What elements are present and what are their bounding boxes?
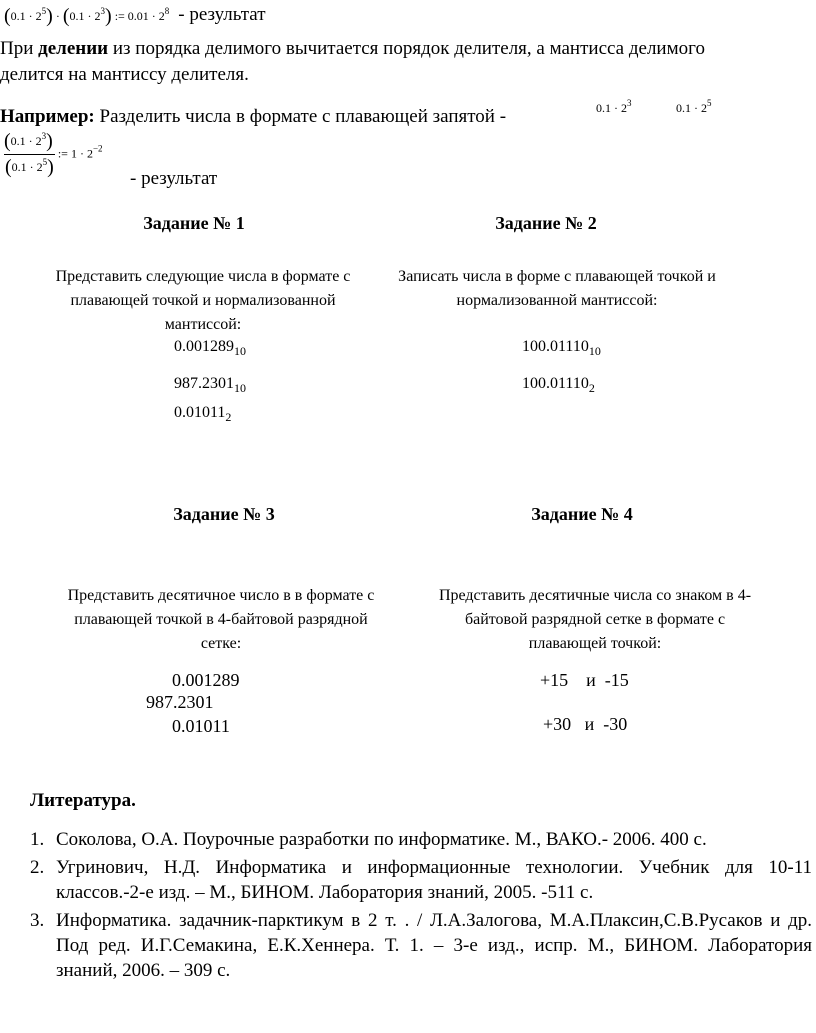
literature-item (30, 908, 812, 983)
result-label-2: - результат (130, 168, 218, 189)
division-keyword: делении (38, 38, 109, 59)
example-label: Например: (0, 106, 95, 127)
task-3-value-2: 987.2301 (146, 692, 214, 712)
task-1-value-2: $987.2301_{10}$ (174, 375, 246, 396)
task-2-text: Записать числа в форме с плавающей точкой и нормализованной мантиссой: (398, 268, 716, 309)
task-1-value-1: $0.001289_{10}$ (174, 338, 246, 359)
literature-item-text: Угринович, Н.Д. Информатика и информационные технологии. Учебник для 10-11 классов.-2-е изд. – М., БИНОМ. Лаборатория знаний, 2005. -511 с. (56, 857, 812, 903)
task-2-title: Задание № 2 (495, 213, 597, 233)
literature-item-text: Информатика. задачник-парктикум в 2 т. . / Л.А.Залогова, М.А.Плаксин,С.В.Русаков и др. Под ред. И.Г.Семакина, Е.К.Хеннера. Т. 1. – 3-е изд., испр. М., БИНОМ. Лаборатория знаний, 2006. – 309 с. (56, 910, 812, 981)
task-4-title: Задание № 4 (531, 504, 633, 524)
literature-item-number: 1. (30, 829, 45, 850)
example-line: Например: Разделить числа в формате с плавающей запятой - (0, 106, 507, 127)
result-label: - результат (178, 4, 266, 25)
example-number-1: $0.1 \cdot 2^3$ (596, 98, 632, 115)
literature-item (30, 855, 812, 905)
division-rule-line-2: делится на мантиссу делителя. (0, 64, 249, 85)
task-2-value-1: $100.01110_{10}$ (522, 338, 601, 359)
literature-title: Литература. (30, 790, 136, 811)
task-3-title: Задание № 3 (173, 504, 275, 524)
literature-item-number: 3. (30, 910, 45, 931)
task-4-value-1: +15 и -15 (540, 670, 629, 690)
division-rule-line-1: При делении из порядка делимого вычитается порядок делителя, а мантисса делимого (0, 38, 705, 59)
task-1-text: Представить следующие числа в формате с плавающей точкой и нормализованной мантиссой: (55, 268, 351, 333)
division-rule-paragraph (0, 36, 705, 88)
multiplication-formula: $(0.1 \cdot 2^5) \cdot (0.1 \cdot 2^3)$ := $0.01 \cdot 2^8$ (4, 5, 170, 27)
literature-list (30, 827, 812, 986)
literature-item-number: 2. (30, 857, 45, 878)
task-1-title: Задание № 1 (143, 213, 245, 233)
example-number-2: $0.1 \cdot 2^5$ (676, 98, 712, 115)
task-3-text: Представить десятичное число в в формате с плавающей точкой в 4-байтовой разрядной сетке: (67, 587, 375, 652)
task-1-value-3: $0.01011_2$ (174, 404, 232, 425)
task-4-text: Представить десятичные числа со знаком в 4-байтовой разрядной сетке в формате с плавающей точкой: (438, 587, 752, 652)
multiplication-formula-line (4, 4, 266, 28)
task-2-value-2: $100.01110_2$ (522, 375, 595, 396)
task-3-value-1: 0.001289 (172, 670, 240, 690)
literature-item (30, 827, 812, 852)
division-formula: $\frac{(0.1 \cdot 2^3)}{(0.1 \cdot 2^5)}$ := $1 \cdot 2^{-2}$ (4, 130, 103, 178)
task-4-value-2: +30 и -30 (543, 714, 628, 734)
division-fraction: $\frac{(0.1 \cdot 2^3)}{(0.1 \cdot 2^5)}$ (4, 130, 54, 178)
literature-item-text: Соколова, О.А. Поурочные разработки по информатике. М., ВАКО.- 2006. 400 с. (56, 829, 707, 850)
task-3-value-3: 0.01011 (172, 716, 230, 736)
